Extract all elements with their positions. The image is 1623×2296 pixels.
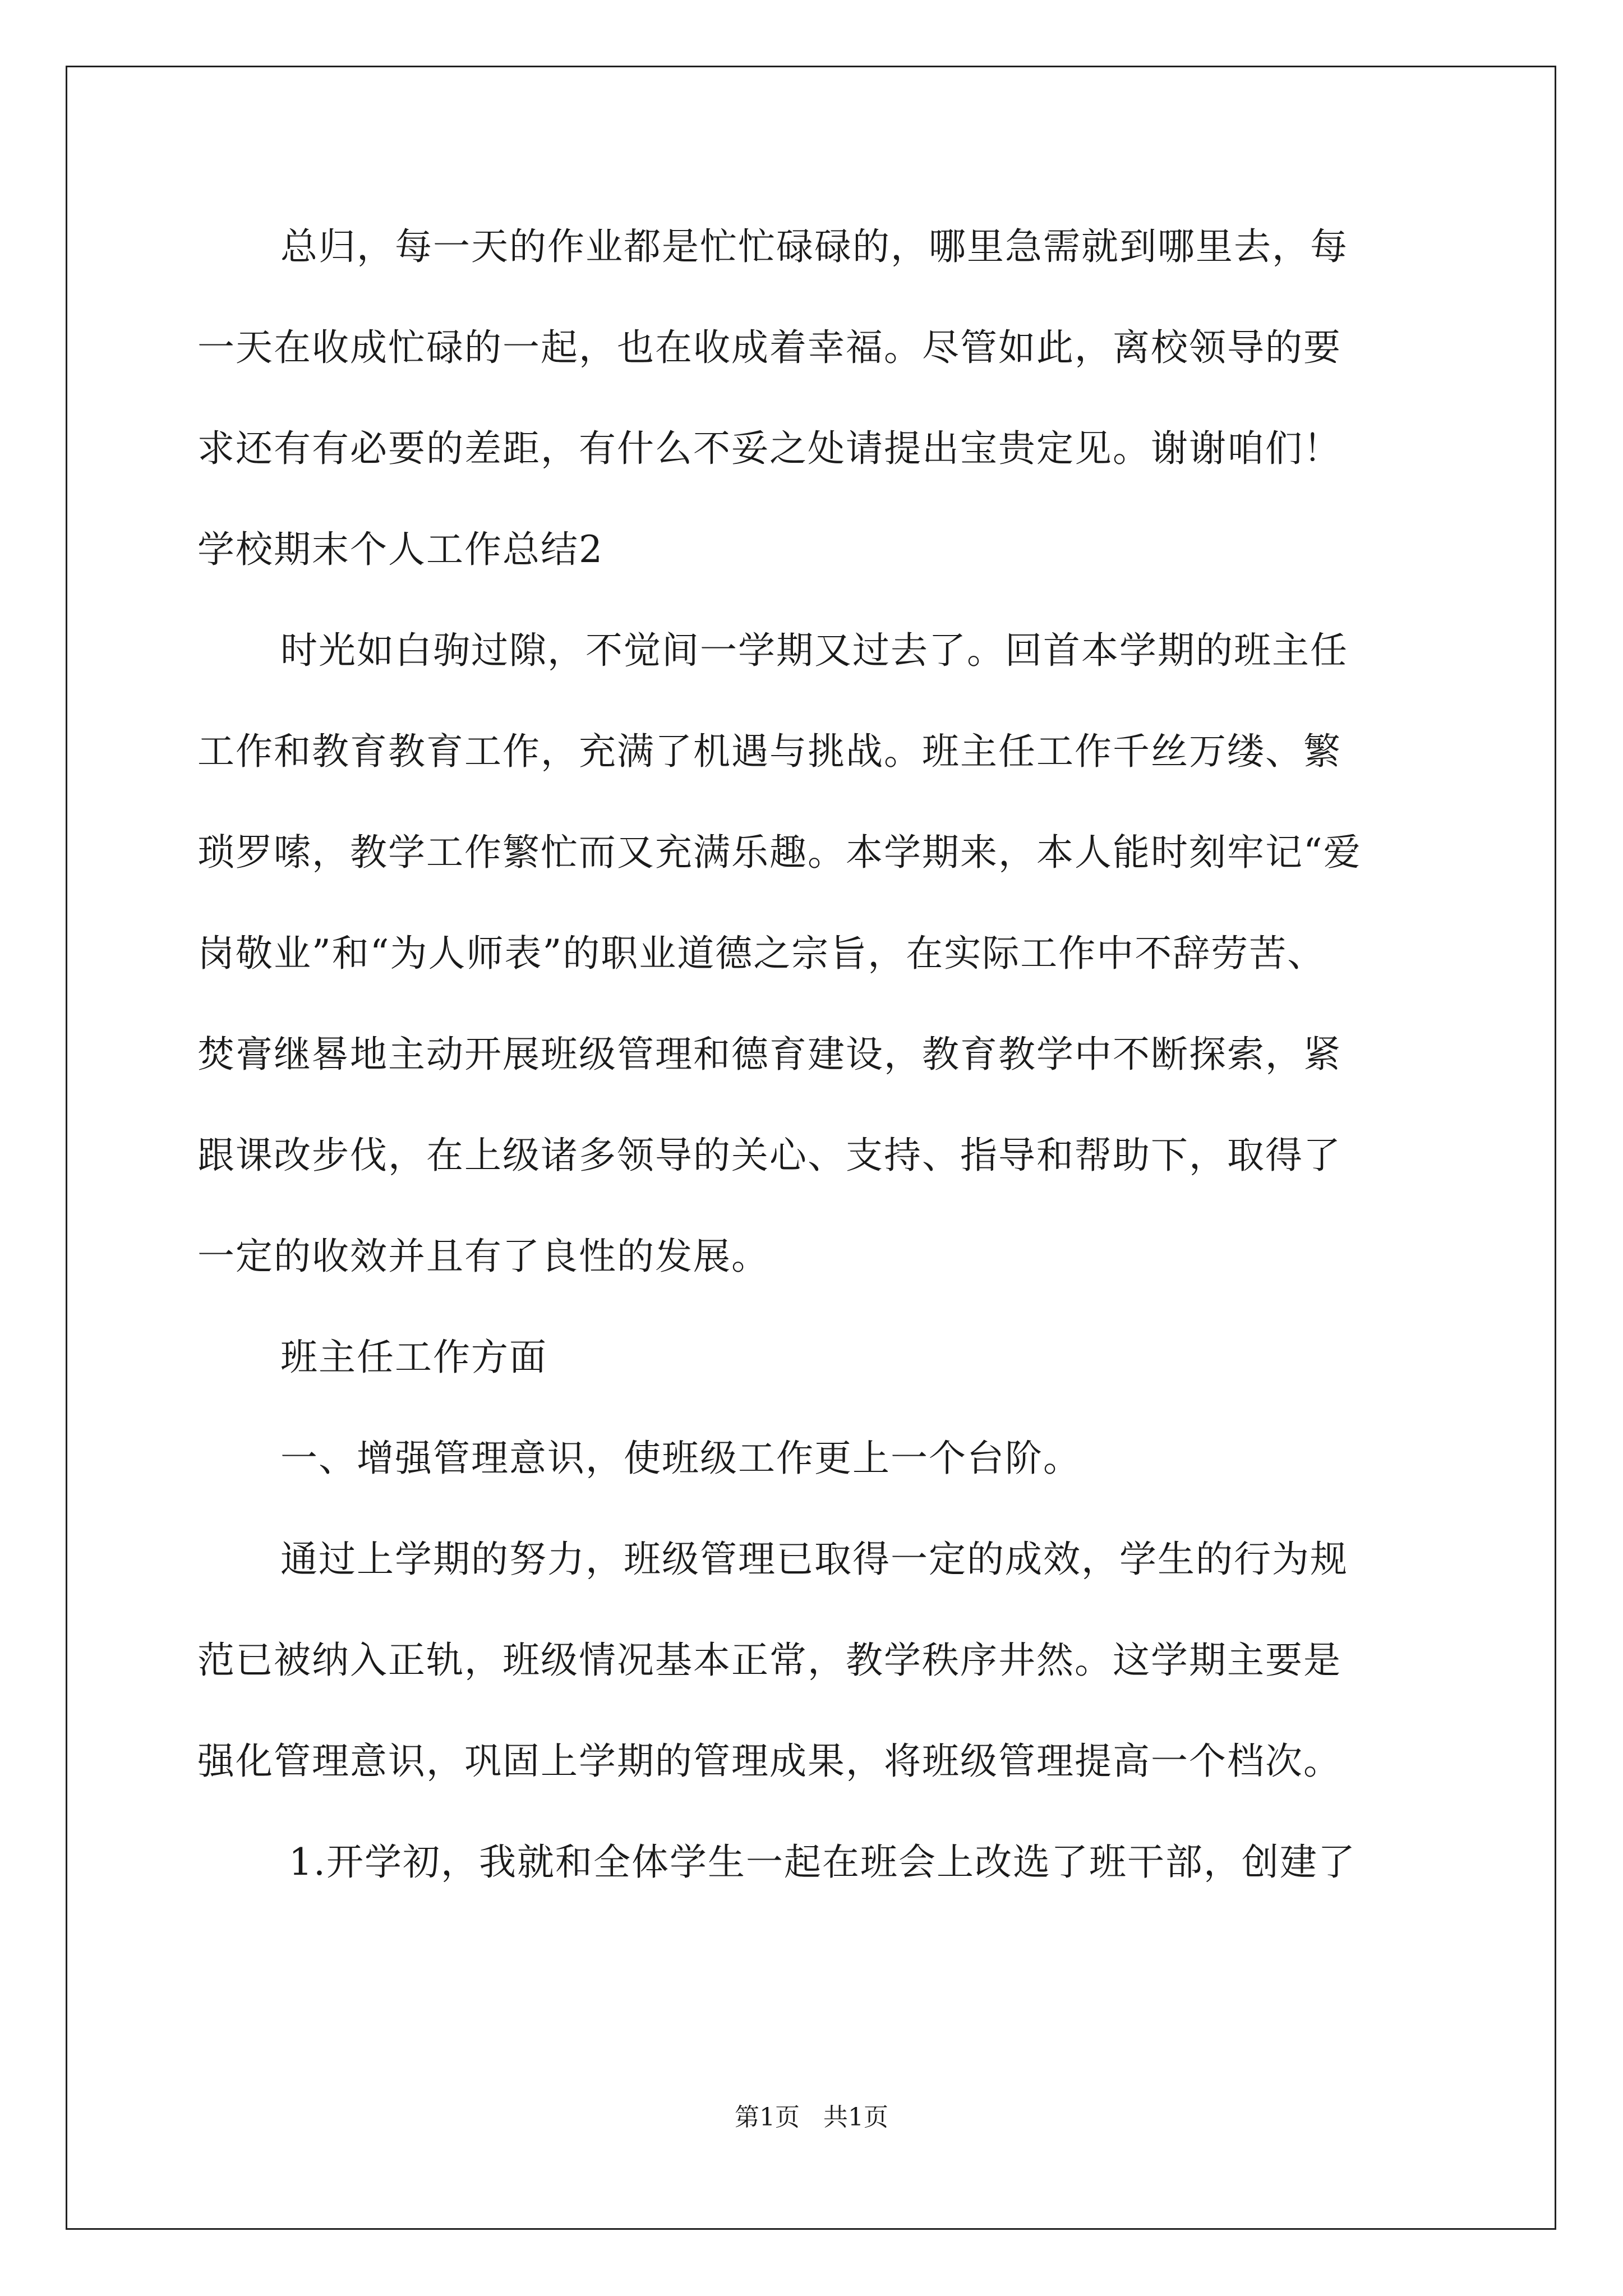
paragraph-line: 时光如白驹过隙，不觉间一学期又过去了。回首本学期的班主任 bbox=[280, 629, 1348, 672]
paragraph-line: 跟课改步伐，在上级诸多领导的关心、支持、指导和帮助下，取得了 bbox=[197, 1134, 1341, 1177]
paragraph-line: 总归，每一天的作业都是忙忙碌碌的，哪里急需就到哪里去，每 bbox=[280, 225, 1348, 268]
paragraph-line: 一天在收成忙碌的一起，也在收成着幸福。尽管如此，离校领导的要 bbox=[197, 326, 1341, 369]
paragraph-line: 范已被纳入正轨，班级情况基本正常，教学秩序井然。这学期主要是 bbox=[197, 1639, 1341, 1682]
paragraph-line: 岗敬业”和“为人师表”的职业道德之宗旨，在实际工作中不辞劳苦、 bbox=[197, 932, 1326, 975]
paragraph-line: 通过上学期的努力，班级管理已取得一定的成效，学生的行为规 bbox=[280, 1538, 1348, 1581]
paragraph-line: 焚膏继晷地主动开展班级管理和德育建设，教育教学中不断探索，紧 bbox=[197, 1033, 1341, 1076]
paragraph-line: 琐罗嗦，教学工作繁忙而又充满乐趣。本学期来，本人能时刻牢记“爱 bbox=[197, 831, 1362, 874]
subheading: 一、增强管理意识，使班级工作更上一个台阶。 bbox=[280, 1437, 1081, 1480]
paragraph-line: 1.开学初，我就和全体学生一起在班会上改选了班干部，创建了 bbox=[289, 1841, 1356, 1884]
paragraph-line: 一定的收效并且有了良性的发展。 bbox=[197, 1235, 769, 1278]
section-heading: 学校期末个人工作总结2 bbox=[197, 528, 603, 571]
page-footer: 第1页 共1页 bbox=[735, 2103, 888, 2132]
paragraph-line: 工作和教育教育工作，充满了机遇与挑战。班主任工作千丝万缕、繁 bbox=[197, 730, 1341, 773]
paragraph-line: 求还有有必要的差距，有什么不妥之处请提出宝贵定见。谢谢咱们！ bbox=[197, 427, 1341, 470]
subheading: 班主任工作方面 bbox=[280, 1336, 547, 1379]
paragraph-line: 强化管理意识，巩固上学期的管理成果，将班级管理提高一个档次。 bbox=[197, 1740, 1341, 1783]
